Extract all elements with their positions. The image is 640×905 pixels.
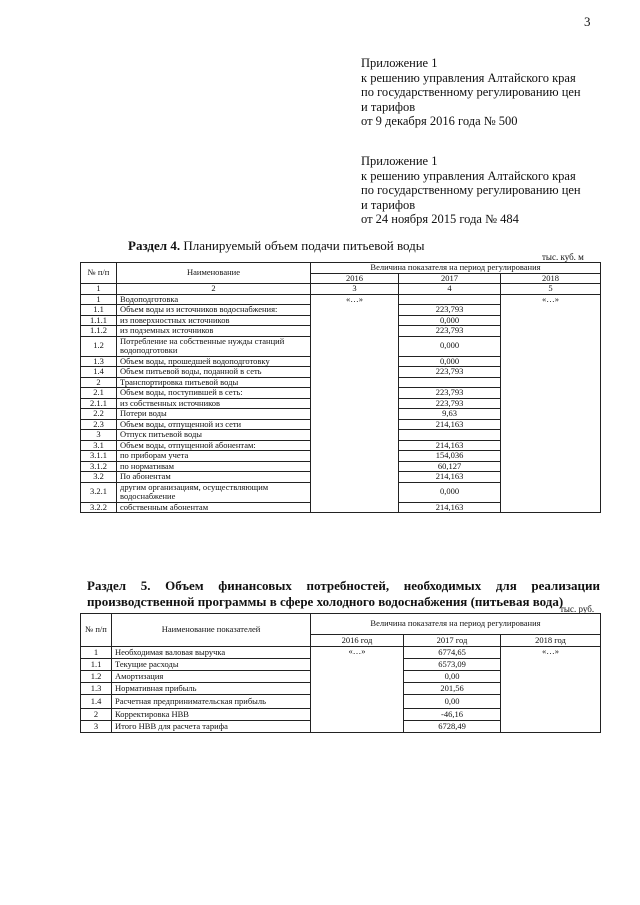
row-num: 3.2 [81, 472, 117, 483]
row-name: по нормативам [117, 461, 311, 472]
row-value-2017: 6728,49 [404, 721, 501, 733]
row-num: 2.2 [81, 409, 117, 420]
row-num: 1.3 [81, 356, 117, 367]
row-value-2017: 223,793 [399, 398, 501, 409]
row-value-2017: -46,16 [404, 709, 501, 721]
row-name: другим организациям, осуществляющим водоснабжение [117, 482, 311, 502]
row-num: 3.2.1 [81, 482, 117, 502]
row-num: 2.1.1 [81, 398, 117, 409]
row-name: собственным абонентам [117, 502, 311, 513]
section4-title [128, 238, 425, 254]
row-name: Транспортировка питьевой воды [117, 377, 311, 388]
section4-prefix: Раздел 4. [128, 238, 181, 253]
section5-title-text: Объем финансовых потребностей, необходимых для реализации производственной программы в сфере холодного водоснабжения (питьевая вода) [87, 578, 601, 609]
row-value-2017: 223,793 [399, 388, 501, 399]
row-value-2017 [399, 294, 501, 305]
appendix-line: к решению управления Алтайского края [361, 168, 576, 183]
col-number: 2 [117, 284, 311, 295]
row-value-2017: 6573,09 [404, 659, 501, 671]
section4-title-text: Планируемый объем подачи питьевой воды [183, 238, 425, 253]
row-name: Объем питьевой воды, поданной в сеть [117, 367, 311, 378]
section5-table [80, 613, 601, 733]
row-name: из подземных источников [117, 326, 311, 337]
row-name: Нормативная прибыль [112, 683, 311, 695]
row-num: 1.3 [81, 683, 112, 695]
section5-unit: тыс. руб. [560, 604, 595, 614]
header-num: № п/п [81, 263, 117, 284]
appendix-line: Приложение 1 [361, 56, 438, 70]
row-value-2017: 214,163 [399, 502, 501, 513]
row-name: Объем воды, прошедшей водоподготовку [117, 356, 311, 367]
row-num: 1.1 [81, 659, 112, 671]
row-value-2017: 0,00 [404, 671, 501, 683]
appendix-line: по государственному регулированию цен [361, 183, 581, 197]
appendix-current [361, 56, 581, 129]
header-name: Наименование показателей [112, 614, 311, 647]
row-name: Амортизация [112, 671, 311, 683]
section4-table [80, 262, 601, 513]
header-year-2018: 2018 [501, 273, 601, 284]
year-2016-placeholder: «…» [311, 647, 404, 733]
header-period: Величина показателя на период регулирования [311, 263, 601, 274]
header-year-2017: 2017 [399, 273, 501, 284]
row-name: Объем воды, поступившей в сеть: [117, 388, 311, 399]
header-year-2017: 2017 год [404, 635, 501, 647]
row-value-2017: 0,00 [404, 695, 501, 709]
row-name: Объем воды, отпущенной из сети [117, 419, 311, 430]
row-name: Отпуск питьевой воды [117, 430, 311, 441]
row-name: Необходимая валовая выручка [112, 647, 311, 659]
row-value-2017: 60,127 [399, 461, 501, 472]
row-name: Корректировка НВВ [112, 709, 311, 721]
appendix-date: от 9 декабря 2016 года № 500 [361, 114, 518, 128]
col-number: 5 [501, 284, 601, 295]
row-value-2017: 214,163 [399, 419, 501, 430]
row-num: 1.1.1 [81, 315, 117, 326]
appendix-previous [361, 154, 581, 227]
appendix-line: по государственному регулированию цен [361, 85, 581, 99]
col-number: 1 [81, 284, 117, 295]
row-num: 1.1.2 [81, 326, 117, 337]
row-num: 1.2 [81, 671, 112, 683]
row-num: 3.1.1 [81, 451, 117, 462]
section5-title [87, 578, 600, 610]
section5-prefix: Раздел 5. [87, 578, 151, 593]
header-year-2018: 2018 год [501, 635, 601, 647]
row-name: по приборам учета [117, 451, 311, 462]
row-num: 2 [81, 709, 112, 721]
table-row [81, 647, 601, 659]
appendix-date: от 24 ноября 2015 года № 484 [361, 212, 519, 226]
row-num: 2.1 [81, 388, 117, 399]
row-name: из поверхностных источников [117, 315, 311, 326]
year-2018-placeholder: «…» [501, 647, 601, 733]
row-name: Итого НВВ для расчета тарифа [112, 721, 311, 733]
appendix-line: Приложение 1 [361, 154, 438, 168]
row-value-2017: 9,63 [399, 409, 501, 420]
header-period: Величина показателя на период регулирования [311, 614, 601, 635]
row-value-2017: 201,56 [404, 683, 501, 695]
row-name: Объем воды из источников водоснабжения: [117, 305, 311, 316]
header-name: Наименование [117, 263, 311, 284]
row-name: Объем воды, отпущенной абонентам: [117, 440, 311, 451]
appendix-line: и тарифов [361, 99, 416, 114]
row-num: 2 [81, 377, 117, 388]
header-year-2016: 2016 год [311, 635, 404, 647]
row-value-2017: 0,000 [399, 356, 501, 367]
page-number: 3 [584, 14, 591, 29]
col-number: 3 [311, 284, 399, 295]
row-num: 3.1.2 [81, 461, 117, 472]
row-value-2017 [399, 377, 501, 388]
row-value-2017: 214,163 [399, 472, 501, 483]
row-value-2017: 223,793 [399, 326, 501, 337]
row-name: Текущие расходы [112, 659, 311, 671]
row-value-2017: 214,163 [399, 440, 501, 451]
col-number: 4 [399, 284, 501, 295]
section4-unit: тыс. куб. м [542, 252, 584, 262]
appendix-line: и тарифов [361, 197, 416, 212]
row-value-2017: 0,000 [399, 336, 501, 356]
row-num: 3.1 [81, 440, 117, 451]
row-num: 1.4 [81, 695, 112, 709]
appendix-line: к решению управления Алтайского края [361, 70, 576, 85]
row-value-2017: 0,000 [399, 482, 501, 502]
row-name: По абонентам [117, 472, 311, 483]
header-num: № п/п [81, 614, 112, 647]
row-name: из собственных источников [117, 398, 311, 409]
row-num: 1.4 [81, 367, 117, 378]
table-row [81, 294, 601, 305]
header-year-2016: 2016 [311, 273, 399, 284]
row-num: 3 [81, 721, 112, 733]
row-value-2017: 154,036 [399, 451, 501, 462]
row-num: 3 [81, 430, 117, 441]
row-num: 1.1 [81, 305, 117, 316]
row-value-2017 [399, 430, 501, 441]
row-value-2017: 223,793 [399, 367, 501, 378]
row-num: 1 [81, 294, 117, 305]
row-name: Водоподготовка [117, 294, 311, 305]
row-value-2017: 0,000 [399, 315, 501, 326]
year-2016-placeholder: «…» [311, 294, 399, 513]
row-num: 3.2.2 [81, 502, 117, 513]
row-name: Расчетная предпринимательская прибыль [112, 695, 311, 709]
row-num: 2.3 [81, 419, 117, 430]
row-num: 1 [81, 647, 112, 659]
row-name: Потребление на собственные нужды станций водоподготовки [117, 336, 311, 356]
year-2018-placeholder: «…» [501, 294, 601, 513]
row-num: 1.2 [81, 336, 117, 356]
row-value-2017: 6774,65 [404, 647, 501, 659]
row-value-2017: 223,793 [399, 305, 501, 316]
row-name: Потери воды [117, 409, 311, 420]
